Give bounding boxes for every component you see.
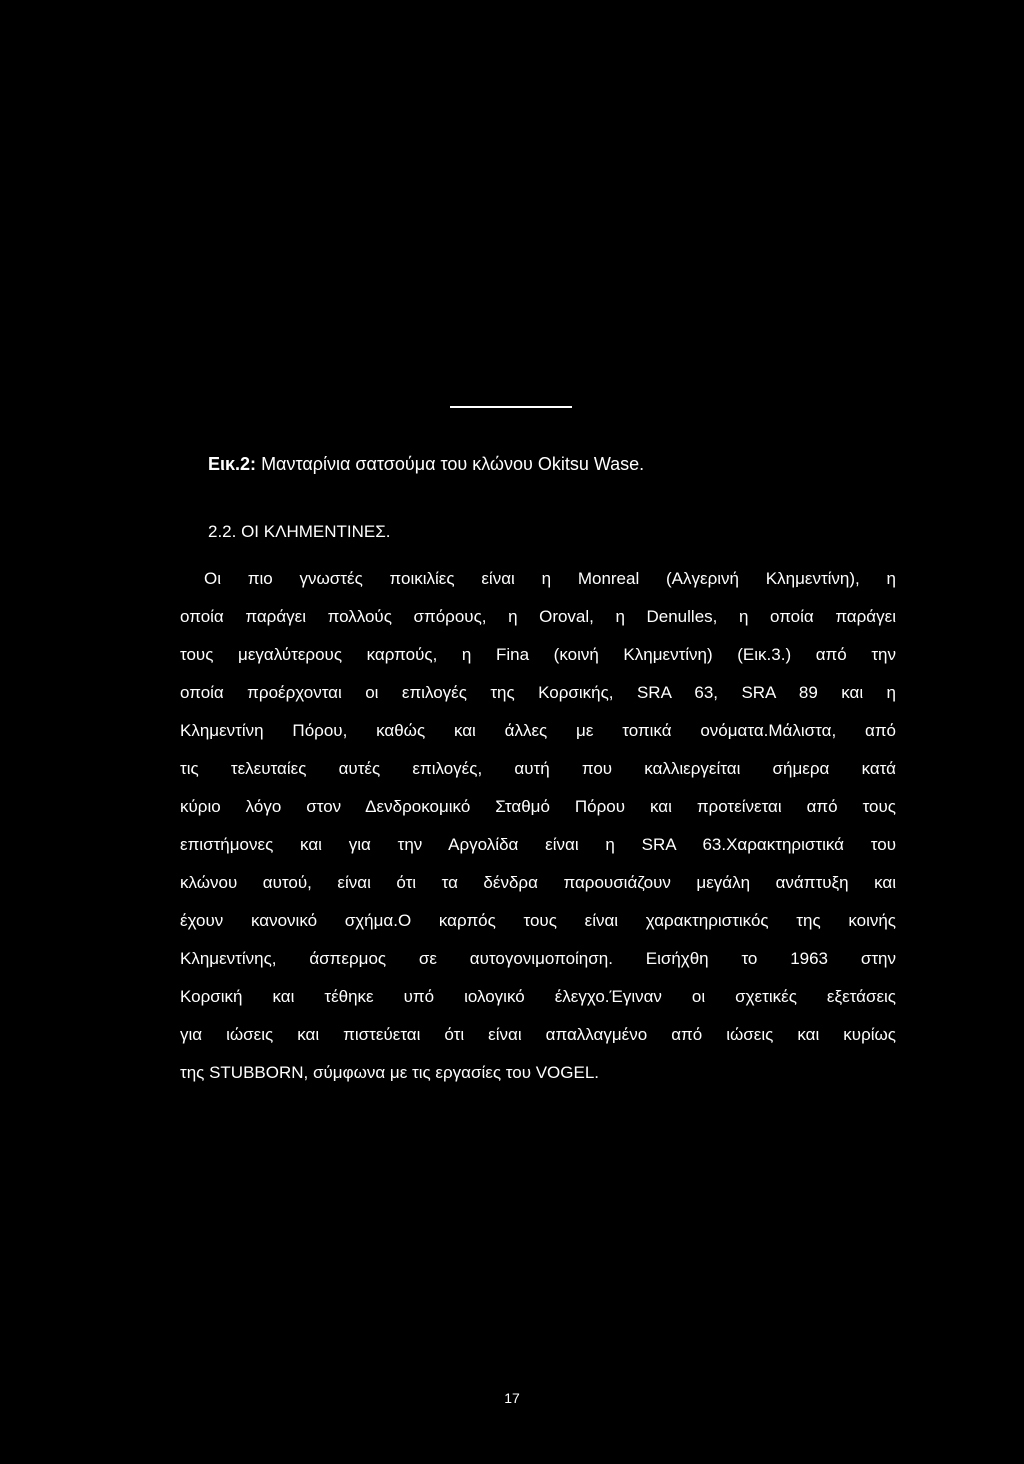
paragraph-line: Κορσική και τέθηκε υπό ιολογικό έλεγχο.Έγιναν οι σχετικές εξετάσεις (180, 987, 896, 1006)
body-paragraph (180, 560, 896, 1092)
figure-caption (208, 454, 644, 475)
paragraph-line: οποία παράγει πολλούς σπόρους, η Oroval, η Denulles, η οποία παράγει (180, 607, 896, 626)
paragraph-line: κλώνου αυτού, είναι ότι τα δένδρα παρουσιάζουν μεγάλη ανάπτυξη και (180, 873, 896, 892)
paragraph-line: Κλημεντίνης, άσπερμος σε αυτογονιμοποίηση. Εισήχθη το 1963 στην (180, 949, 896, 968)
paragraph-line: για ιώσεις και πιστεύεται ότι είναι απαλλαγμένο από ιώσεις και κυρίως (180, 1025, 896, 1044)
paragraph-line: έχουν κανονικό σχήμα.Ο καρπός τους είναι χαρακτηριστικός της κοινής (180, 911, 896, 930)
horizontal-rule (450, 406, 572, 408)
paragraph-line: επιστήμονες και για την Αργολίδα είναι η SRA 63.Χαρακτηριστικά του (180, 835, 896, 854)
paragraph-line: Κλημεντίνη Πόρου, καθώς και άλλες με τοπικά ονόματα.Μάλιστα, από (180, 721, 896, 740)
paragraph-line: της STUBBORN, σύμφωνα με τις εργασίες του VOGEL. (180, 1063, 600, 1082)
paragraph-line: τις τελευταίες αυτές επιλογές, αυτή που καλλιεργείται σήμερα κατά (180, 759, 896, 778)
caption-prefix: Εικ.2: (208, 454, 257, 474)
paragraph-line: Οι πιο γνωστές ποικιλίες είναι η Monreal (Αλγερινή Κλημεντίνη), η (204, 569, 896, 588)
paragraph-line: τους μεγαλύτερους καρπούς, η Fina (κοινή Κλημεντίνη) (Εικ.3.) από την (180, 645, 896, 664)
page-number: 17 (504, 1390, 520, 1406)
section-heading: 2.2. ΟΙ ΚΛΗΜΕΝΤΙΝΕΣ. (208, 522, 391, 541)
paragraph-line: κύριο λόγο στον Δενδροκομικό Σταθμό Πόρου και προτείνεται από τους (180, 797, 896, 816)
paragraph-line: οποία προέρχονται οι επιλογές της Κορσικής, SRA 63, SRA 89 και η (180, 683, 896, 702)
caption-text: Μανταρίνια σατσούμα του κλώνου Okitsu Wase. (256, 454, 645, 474)
